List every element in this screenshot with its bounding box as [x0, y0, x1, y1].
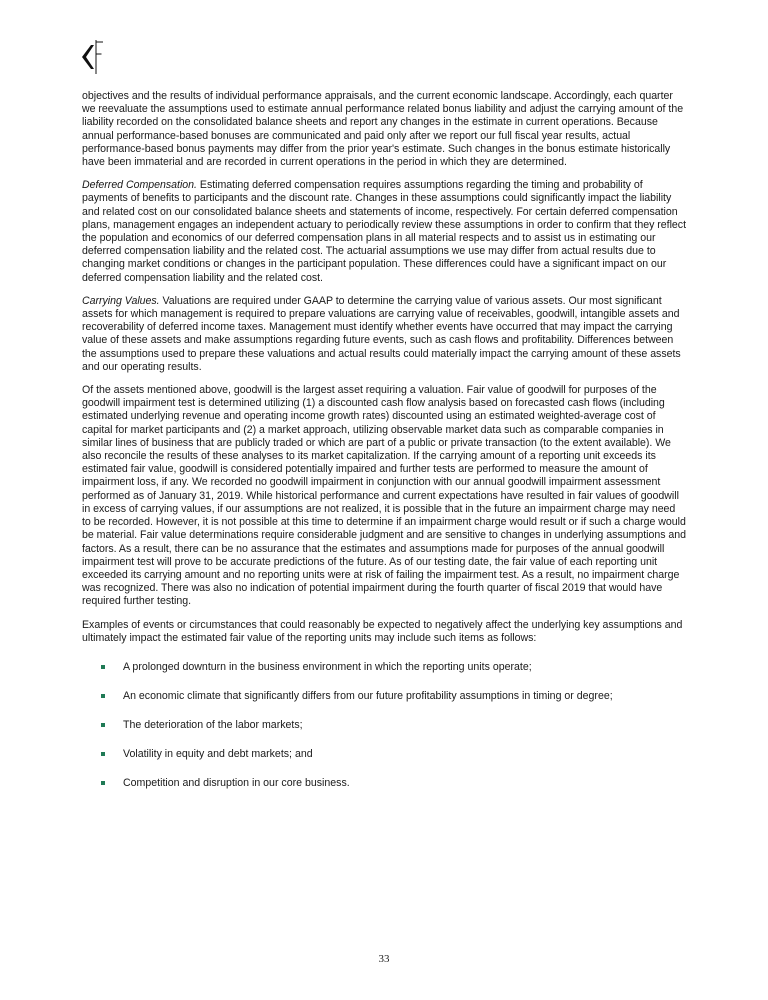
list-item: Competition and disruption in our core business.: [82, 777, 686, 806]
bullet-list: [82, 661, 686, 806]
paragraph-examples-intro: Examples of events or circumstances that could reasonably be expected to negatively affect the underlying key assumptions and ultimately impact the estimated fair value of the reporting units may include such items as follows:: [82, 618, 683, 644]
carrying-values-heading: Carrying Values.: [82, 294, 160, 307]
square-bullet-icon: [101, 723, 105, 727]
square-bullet-icon: [101, 665, 105, 669]
square-bullet-icon: [101, 781, 105, 785]
list-item: A prolonged downturn in the business environment in which the reporting units operate;: [82, 661, 686, 690]
square-bullet-icon: [101, 694, 105, 698]
document-body: [82, 90, 686, 806]
carrying-values-text: Valuations are required under GAAP to determine the carrying value of various assets. Our most significant assets for which management is required to prepare valuations are carrying value of receivables, goodwill, intangible assets and recoverability of deferred income taxes. Management must identify whether events have occurred that may impact the carrying value of these assets and make assumptions regarding future events, such as cash flows and profitability. Differences between the assumptions used to prepare these valuations and actual results could materially impact the carrying amount of these assets and our operating results.: [82, 294, 681, 373]
list-item: The deterioration of the labor markets;: [82, 719, 686, 748]
square-bullet-icon: [101, 752, 105, 756]
paragraph-bonus-estimate: objectives and the results of individual performance appraisals, and the current economic landscape. Accordingly, each quarter we reevaluate the assumptions used to estimate annual performance related bonus liability and adjust the carrying amount of the liability recorded on the consolidated balance sheets and report any changes in the estimate in current operations. Because annual performance-based bonuses are communicated and paid only after we report our full fiscal year results, actual performance-based bonus payments may differ from the prior year's estimate. Such changes in the bonus estimate historically have been immaterial and are recorded in current operations in the period in which they are determined.: [82, 90, 684, 169]
paragraph-carrying-values: [82, 295, 686, 374]
paragraph-deferred-compensation: [82, 179, 686, 285]
list-item: An economic climate that significantly differs from our future profitability assumptions in timing or degree;: [82, 690, 686, 719]
page-number: 33: [378, 953, 390, 965]
list-item: Volatility in equity and debt markets; and: [82, 748, 686, 777]
paragraph-goodwill: Of the assets mentioned above, goodwill is the largest asset requiring a valuation. Fair value of goodwill for purposes of the goodwill impairment test is determined utilizing (1) a discounted cash flow analysis based on forecasted cash flows (including estimated underlying revenue and operating income growth rates) discounted using an estimated weighted-average cost of capital for market participants and (2) a market approach, utilizing observable market data such as comparable companies in similar lines of business that are publicly traded or which are part of a public or private transaction (to the extent available). We also reconcile the results of these analyses to its market capitalization. If the carrying amount of a reporting unit exceeds its estimated fair value, goodwill is considered potentially impaired and further tests are performed to measure the amount of impairment loss, if any. We recorded no goodwill impairment in conjunction with our annual goodwill impairment assessment performed as of January 31, 2019. While historical performance and current expectations have resulted in fair values of goodwill in excess of carrying values, if our assumptions are not realized, it is possible that in the future an impairment charge may need to be recorded. However, it is not possible at this time to determine if an impairment charge would result or if such a charge would be material. Fair value determinations require considerable judgment and are sensitive to changes in underlying assumptions and factors. As a result, there can be no assurance that the estimates and assumptions made for purposes of the annual goodwill impairment test will prove to be accurate predictions of the future. As of our testing date, the fair value of each reporting unit exceeded its carrying amount and no reporting units were at risk of failing the impairment test. As a result, no impairment charge was recognized. There was also no indication of potential impairment during the fourth quarter of fiscal 2019 that would have required further testing.: [82, 384, 687, 608]
deferred-compensation-heading: Deferred Compensation.: [82, 179, 197, 192]
deferred-compensation-text: Estimating deferred compensation requires assumptions regarding the timing and probability of payments of benefits to participants and the discount rate. Changes in these assumptions could significantly impact the liability and related cost on our consolidated balance sheets and statements of income, respectively. For certain deferred compensation plans, management engages an independent actuary to periodically review these assumptions in order to confirm that they reflect the population and economics of our deferred compensation plans in all material respects and to assist us in estimating our deferred compensation liability and the related cost. The actuarial assumptions we use may differ from actual results due to changing market conditions or changes in the participant population. These differences could have a significant impact on our deferred compensation liability and the related cost.: [82, 179, 687, 284]
kf-monogram-icon: [80, 38, 104, 76]
